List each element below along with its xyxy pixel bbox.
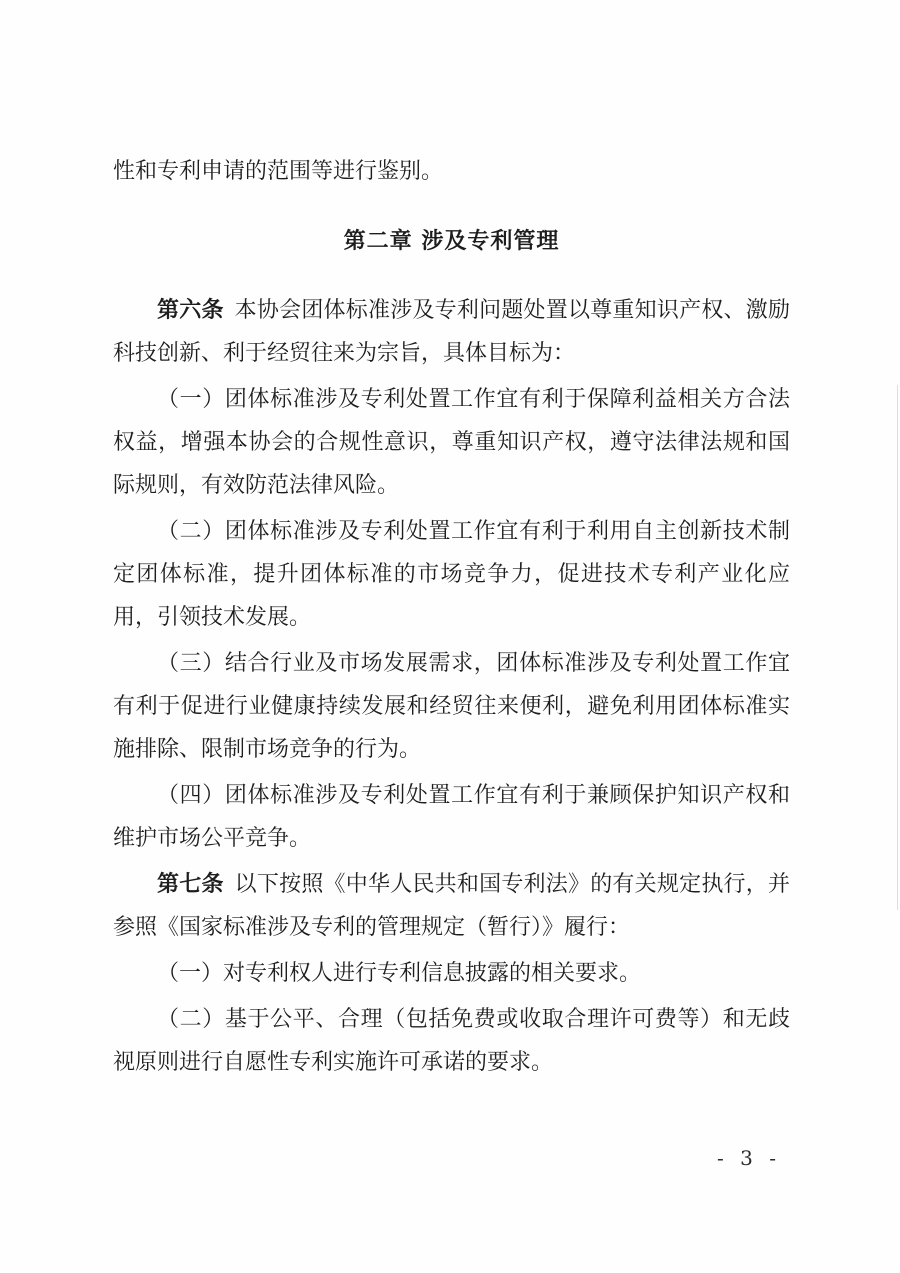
document-body (113, 150, 790, 1087)
paragraph-text: 本协会团体标准涉及专利问题处置以尊重知识产权、激励科技创新、利于经贸往来为宗旨，具体目标为： (113, 298, 790, 366)
paragraph: （二）基于公平、合理（包括免费或收取合理许可费等）和无歧视原则进行自愿性专利实施许可承诺的要求。 (113, 1007, 790, 1075)
paragraph: （一）对专利权人进行专利信息披露的相关要求。 (157, 961, 642, 986)
paragraph: （二）团体标准涉及专利处置工作宜有利于利用自主创新技术制定团体标准，提升团体标准的市场竞争力，促进技术专利产业化应用，引领技术发展。 (113, 519, 790, 630)
paragraph: （四）团体标准涉及专利处置工作宜有利于兼顾保护知识产权和维护市场公平竞争。 (113, 783, 790, 851)
chapter-heading: 第二章 涉及专利管理 (343, 228, 560, 254)
article-lead: 第六条 (157, 297, 224, 323)
paragraph: （三）结合行业及市场发展需求，团体标准涉及专利处置工作宜有利于促进行业健康持续发展和经贸往来便利，避免利用团体标准实施排除、限制市场竞争的行为。 (113, 651, 790, 762)
scan-edge-line (897, 385, 898, 910)
page-number: - 3 - (717, 1146, 781, 1170)
paragraph-text: 以下按照《中华人民共和国专利法》的有关规定执行，并参照《国家标准涉及专利的管理规定（暂行）》履行： (113, 872, 790, 940)
paragraph: （一）团体标准涉及专利处置工作宜有利于保障利益相关方合法权益，增强本协会的合规性意识，尊重知识产权，遵守法律法规和国际规则，有效防范法律风险。 (113, 387, 790, 498)
article-lead: 第七条 (157, 871, 224, 897)
paragraph: 性和专利申请的范围等进行鉴别。 (113, 159, 444, 184)
paragraph (113, 289, 790, 375)
paragraph (113, 863, 790, 949)
